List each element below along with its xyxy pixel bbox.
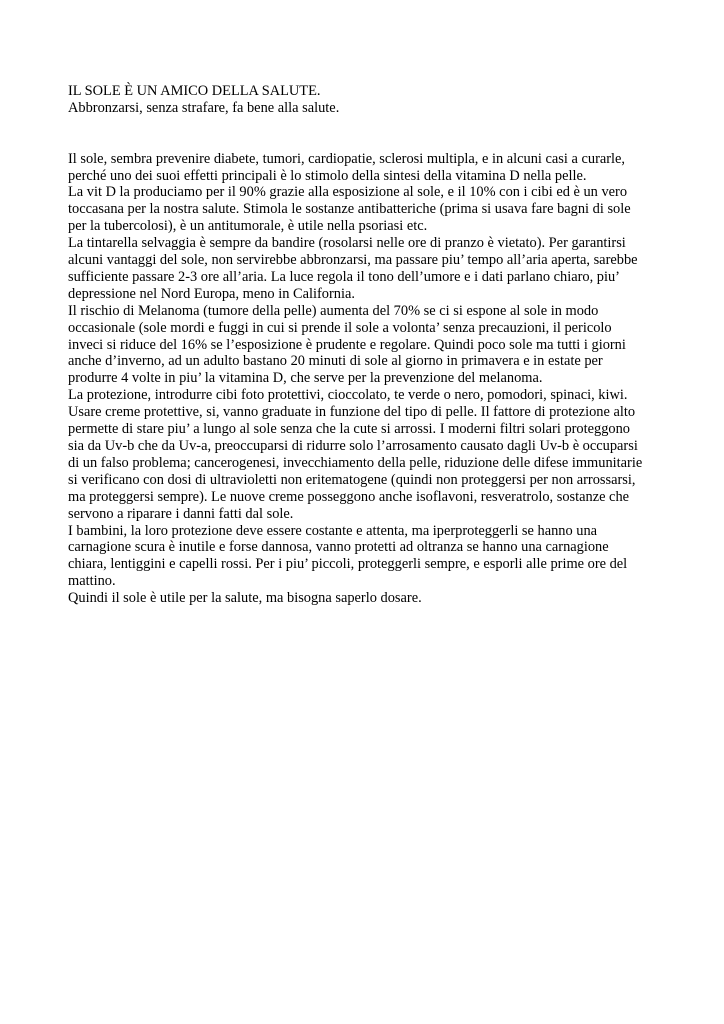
body-line: La tintarella selvaggia è sempre da bandire (rosolarsi nelle ore di pranzo è vietato). Per garantirsi [68,235,626,252]
body-line: anche d’inverno, ad un adulto bastano 20 minuti di sole al giorno in primavera e in estate per [68,353,603,370]
body-line: I bambini, la loro protezione deve essere costante e attenta, ma iperproteggerli se hanno una [68,522,598,539]
body-line: inveci si riduce del 16% se l’esposizione è prudente e regolare. Quindi poco sole ma tutti i giorni [68,336,626,353]
body-line: chiara, lentiggini e capelli rossi. Per i piu’ piccoli, proteggerli sempre, e esporli alle prime ore del [68,556,628,573]
body-line: Il rischio di Melanoma (tumore della pelle) aumenta del 70% se ci si espone al sole in modo [68,302,599,319]
body-line: servono a riparare i danni fatti dal sole. [68,505,294,522]
body-line: mattino. [68,573,116,590]
body-line: La protezione, introdurre cibi foto protettivi, cioccolato, te verde o nero, pomodori, spinaci, kiwi. [68,387,628,404]
body-line: si verificano con dosi di ultravioletti non eritematogene (quindi non proteggersi per non arrossarsi, [68,471,636,488]
document-page [68,83,658,607]
body-line: Il sole, sembra prevenire diabete, tumori, cardiopatie, sclerosi multipla, e in alcuni casi a curarle, [68,150,626,167]
body-line: ma proteggersi sempre). Le nuove creme posseggono anche isoflavoni, resveratrolo, sostanze che [68,488,630,505]
document-title: IL SOLE È UN AMICO DELLA SALUTE. [68,83,321,99]
body-line: depressione nel Nord Europa, meno in California. [68,285,355,302]
body-line: permette di stare piu’ a lungo al sole senza che la cute si arrossi. I moderni filtri solari proteggono [68,421,630,438]
paragraph-gap [68,117,658,151]
body-line: sufficiente passare 2-3 ore all’aria. La luce regola il tono dell’umore e i dati parlano chiaro, piu’ [68,268,620,285]
body-line: alcuni vantaggi del sole, non servirebbe abbronzarsi, ma passare piu’ tempo all’aria aperta, sarebbe [68,252,638,269]
document-subtitle: Abbronzarsi, senza strafare, fa bene alla salute. [68,99,340,116]
body-line: carnagione scura è inutile e forse dannosa, vanno protetti ad oltranza se hanno una carnagione [68,539,609,556]
body-line: La vit D la produciamo per il 90% grazie alla esposizione al sole, e il 10% con i cibi ed è un vero [68,184,628,201]
body-line: toccasana per la nostra salute. Stimola le sostanze antibatteriche (prima si usava fare bagni di sole [68,201,631,218]
body-line: sia da Uv-b che da Uv-a, preoccuparsi di ridurre solo l’arrosamento causato dagli Uv-b è occuparsi [68,438,638,455]
body-line: Usare creme protettive, si, vanno graduate in funzione del tipo di pelle. Il fattore di protezione alto [68,404,636,421]
body-line: per la tubercolosi), è un antitumorale, è utile nella psoriasi etc. [68,218,428,235]
body-line: di un falso problema; cancerogenesi, invecchiamento della pelle, riduzione delle difese immunitarie [68,454,643,471]
body-line: Quindi il sole è utile per la salute, ma bisogna saperlo dosare. [68,590,422,607]
document-body [68,151,658,607]
body-line: produrre 4 volte in piu’ la vitamina D, che serve per la prevenzione del melanoma. [68,370,543,387]
body-line: perché uno dei suoi effetti principali è lo stimolo della sintesi della vitamina D nella pelle. [68,167,587,184]
body-line: occasionale (sole mordi e fuggi in cui si prende il sole a volonta’ senza precauzioni, il pericolo [68,319,612,336]
